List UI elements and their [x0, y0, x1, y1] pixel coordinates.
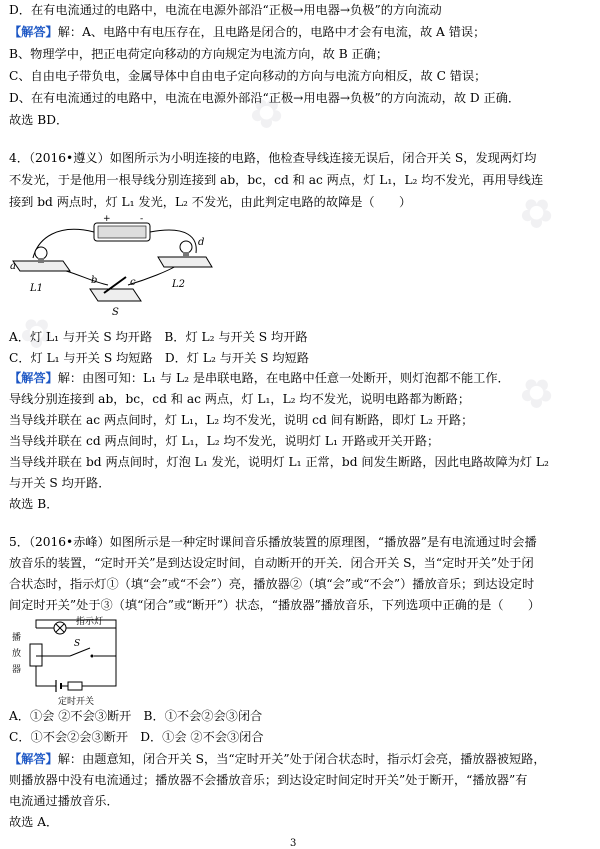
- label-c: c: [130, 277, 136, 288]
- label-a: a: [10, 261, 16, 272]
- q4-stem-line: 4．（2016•遵义）如图所示为小明连接的电路，他检查导线连接无误后，闭合开关 S，发现两灯均: [9, 151, 537, 165]
- q5-solution-line: 故选 A．: [9, 815, 59, 829]
- svg-text:-: -: [140, 214, 144, 224]
- watermark-logo: ✿: [239, 84, 294, 142]
- q4-solution-line: 【解答】解：由图可知：L₁ 与 L₂ 是串联电路，在电路中任意一处断开，则灯泡都不能工作．: [9, 371, 510, 385]
- text-line: B、物理学中，把正电荷定向移动的方向规定为电流方向，故 B 正确；: [9, 47, 389, 61]
- q5-circuit-diagram: [8, 614, 138, 706]
- timer-label: 定时开关: [58, 697, 95, 706]
- q5-stem-line: 放音乐的装置，“定时开关”是到达设定时间，自动断开的开关．闭合开关 S，当“定时开关”处于闭: [9, 556, 534, 570]
- q5-solution-line: 则播放器中没有电流通过；播放器不会播放音乐；到达设定时间定时开关”处于断开，“播放器”有: [9, 773, 528, 787]
- q5-stem-line: 合状态时，指示灯①（填“会”或“不会”）亮，播放器②（填“会”或“不会”）播放音乐；到达设定时: [9, 577, 535, 591]
- text-line: D．在有电流通过的电路中，电流在电源外部沿“正极→用电器→负极”的方向流动: [9, 3, 442, 17]
- q4-circuit-diagram: [8, 213, 218, 318]
- player-label-3: 器: [12, 665, 22, 675]
- q4-option-line: C．灯 L₁ 与开关 S 均短路 D．灯 L₂ 与开关 S 均短路: [9, 351, 309, 365]
- lamp-label: 指示灯: [76, 617, 104, 627]
- label-d: d: [198, 237, 205, 248]
- q5-solution-line: 【解答】解：由题意知，闭合开关 S，当“定时开关”处于闭合状态时，指示灯会亮，播放器被短路，: [9, 752, 546, 766]
- answer-tag: 【解答】: [9, 371, 58, 385]
- watermark-logo: ✿: [509, 184, 564, 242]
- watermark-logo: ✿: [509, 364, 564, 422]
- q4-solution-line: 故选 B．: [9, 497, 59, 511]
- q5-stem-line: 5．（2016•赤峰）如图所示是一种定时课间音乐播放装置的原理图，“播放器”是有电流通过时会播: [9, 535, 537, 549]
- player-label-1: 播: [12, 633, 22, 643]
- q4-solution-line: 当导线并联在 ac 两点间时，灯 L₁，L₂ 均不发光，说明 cd 间有断路，即灯 L₂ 开路；: [9, 413, 474, 427]
- label-b: b: [91, 275, 98, 286]
- watermark-logo: ✿: [9, 304, 64, 362]
- label-L2: L2: [172, 279, 186, 290]
- q4-solution-line: 当导线并联在 bd 两点间时，灯泡 L₁ 发光，说明灯 L₁ 正常，bd 间发生断路，因此电路故障为灯 L₂: [9, 455, 549, 469]
- label-S: S: [112, 307, 119, 318]
- player-label-2: 放: [12, 649, 22, 659]
- q5-solution-line: 电流通过播放音乐．: [9, 794, 119, 808]
- switch-label: S: [74, 639, 81, 649]
- answer-line: 【解答】解：A、电路中有电压存在，且电路是闭合的，电路中才会有电流，故 A 错误；: [9, 25, 486, 39]
- q4-solution-line: 导线分别连接到 ab，bc，cd 和 ac 两点，灯 L₁，L₂ 均不发光，说明电路都为断路；: [9, 392, 471, 406]
- q4-stem-line: 接到 bd 两点时，灯 L₁ 发光，L₂ 不发光，由此判定电路的故障是（ ）: [9, 195, 412, 209]
- q5-option-line: A．①会 ②不会③断开 B．①不会②会③闭合: [9, 709, 263, 723]
- q4-solution-line: 当导线并联在 cd 两点间时，灯 L₁，L₂ 均不发光，说明灯 L₁ 开路或开关开路；: [9, 434, 440, 448]
- answer-tag: 【解答】: [9, 752, 58, 766]
- text-line: 故选 BD．: [9, 113, 69, 127]
- svg-text:+: +: [103, 214, 111, 224]
- q4-solution-line: 与开关 S 均开路．: [9, 476, 111, 490]
- label-L1: L1: [30, 283, 44, 294]
- q4-stem-line: 不发光，于是他用一根导线分别连接到 ab，bc，cd 和 ac 两点，灯 L₁，L₂ 均不发光，再用导线连: [9, 173, 544, 187]
- q5-option-line: C．①不会②会③断开 D．①会 ②不会③闭合: [9, 730, 264, 744]
- page-number: 3: [290, 838, 297, 849]
- q4-option-line: A．灯 L₁ 与开关 S 均开路 B．灯 L₂ 与开关 S 均开路: [9, 330, 308, 344]
- text-line: C、自由电子带负电，金属导体中自由电子定向移动的方向与电流方向相反，故 C 错误；: [9, 69, 487, 83]
- q5-stem-line: 间定时开关”处于③（填“闭合”或“断开”）状态，“播放器”播放音乐，下列选项中正确的是（ ）: [9, 598, 541, 612]
- answer-tag: 【解答】: [9, 25, 58, 39]
- text-line: D、在有电流通过的电路中，电流在电源外部沿“正极→用电器→负极”的方向流动，故 D 正确．: [9, 91, 521, 105]
